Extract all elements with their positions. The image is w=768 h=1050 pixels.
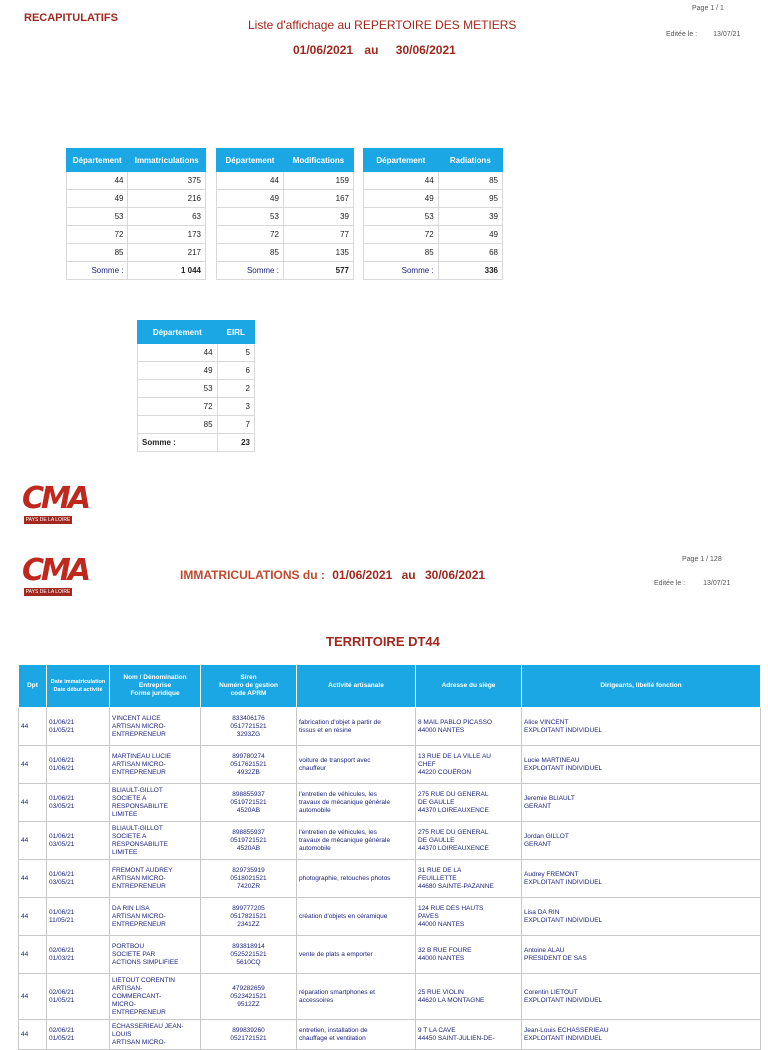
- page-value: 1 / 1: [710, 5, 724, 12]
- siren-cell: 893818914 0525221521 5610CQ: [201, 936, 297, 974]
- activity-cell: entretien, installation de chauffage et ventilation: [297, 1020, 416, 1050]
- activity-cell: l'entretien de véhicules, les travaux de mécanique générale automobile: [297, 784, 416, 822]
- modifications-table: [216, 148, 354, 280]
- sum-label: Somme :: [138, 434, 218, 452]
- cell: 159: [283, 172, 353, 190]
- logo-text: CMA: [22, 481, 89, 516]
- activity-cell: réparation smartphones et accessoires: [297, 974, 416, 1020]
- cell: 2: [217, 380, 254, 398]
- manager-cell: Audrey FREMONT EXPLOITANT INDIVIDUEL: [522, 860, 761, 898]
- col-header: Immatriculations: [128, 149, 206, 172]
- date-range: [293, 43, 456, 57]
- date-cell: 01/06/21 01/05/21: [47, 708, 110, 746]
- cell: 72: [67, 226, 128, 244]
- dept-cell: 44: [19, 708, 47, 746]
- activity-cell: fabrication d'objet à partir de tissus et en résine: [297, 708, 416, 746]
- page-number: [692, 5, 724, 12]
- table-row: [217, 208, 354, 226]
- cell: 85: [438, 172, 502, 190]
- edited-value: 13/07/21: [713, 31, 741, 38]
- address-cell: 9 T LA CAVE 44450 SAINT-JULIEN-DE-: [416, 1020, 522, 1050]
- date-to: 30/06/2021: [395, 43, 456, 57]
- immatriculations-list-table: [18, 664, 761, 1050]
- table-row: [67, 208, 206, 226]
- page-value: 1 / 128: [700, 556, 722, 563]
- siren-cell: 833406176 0517721521 3293ZG: [201, 708, 297, 746]
- col-header: Siren Numéro de gestion code APRM: [201, 665, 297, 708]
- dept-cell: 44: [19, 746, 47, 784]
- dept-cell: 44: [19, 822, 47, 860]
- siren-cell: 899839260 0521721521: [201, 1020, 297, 1050]
- cell: 53: [364, 208, 439, 226]
- page-title: Liste d'affichage au REPERTOIRE DES METIERS: [248, 18, 517, 32]
- cell: 44: [67, 172, 128, 190]
- table-row: [19, 936, 761, 974]
- table-body: [19, 708, 761, 1050]
- col-header: Date immatriculation Date début activité: [47, 665, 110, 708]
- sum-value: 1 044: [128, 262, 206, 280]
- col-header: Adresse du siège: [416, 665, 522, 708]
- table-header-row: [19, 665, 761, 708]
- address-cell: 275 RUE DU GENERAL DE GAULLE 44370 LOIREAUXENCE: [416, 822, 522, 860]
- company-cell: ECHASSERIEAU JEAN- LOUIS ARTISAN MICRO-: [110, 1020, 201, 1050]
- table-row: [19, 1020, 761, 1050]
- sum-row: [138, 434, 255, 452]
- manager-cell: Corentin LIETOUT EXPLOITANT INDIVIDUEL: [522, 974, 761, 1020]
- siren-cell: 899777205 0517821521 2341ZZ: [201, 898, 297, 936]
- manager-cell: Lucie MARTINEAU EXPLOITANT INDIVIDUEL: [522, 746, 761, 784]
- manager-cell: Jordan GILLOT GERANT: [522, 822, 761, 860]
- section-title: IMMATRICULATIONS du :: [180, 568, 325, 582]
- table-row: [138, 362, 255, 380]
- table-row: [217, 172, 354, 190]
- date-cell: 02/06/21 01/05/21: [47, 1020, 110, 1050]
- dept-cell: 44: [19, 784, 47, 822]
- address-cell: 25 RUE VIOLIN 44620 LA MONTAGNE: [416, 974, 522, 1020]
- table-row: [19, 974, 761, 1020]
- table-row: [138, 344, 255, 362]
- logo-tagline: PAYS DE LA LOIRE: [25, 589, 71, 595]
- cell: 173: [128, 226, 206, 244]
- table-row: [364, 172, 503, 190]
- table-row: [217, 226, 354, 244]
- cell: 49: [364, 190, 439, 208]
- date-cell: 02/06/21 01/05/21: [47, 974, 110, 1020]
- cell: 53: [67, 208, 128, 226]
- cell: 167: [283, 190, 353, 208]
- table-row: [138, 380, 255, 398]
- table-row: [19, 860, 761, 898]
- col-header: Département: [364, 149, 439, 172]
- col-header: Activité artisanale: [297, 665, 416, 708]
- cell: 39: [438, 208, 502, 226]
- dept-cell: 44: [19, 898, 47, 936]
- cell: 95: [438, 190, 502, 208]
- cell: 216: [128, 190, 206, 208]
- date-from: 01/06/2021: [332, 568, 393, 582]
- cell: 5: [217, 344, 254, 362]
- immatriculations-table: [66, 148, 206, 280]
- sum-value: 23: [217, 434, 254, 452]
- address-cell: 275 RUE DU GENERAL DE GAULLE 44370 LOIREAUXENCE: [416, 784, 522, 822]
- company-cell: FREMONT AUDREY ARTISAN MICRO- ENTREPRENEUR: [110, 860, 201, 898]
- sum-label: Somme :: [364, 262, 439, 280]
- cell: 44: [217, 172, 284, 190]
- activity-cell: vente de plats a emporter: [297, 936, 416, 974]
- address-cell: 8 MAIL PABLO PICASSO 44000 NANTES: [416, 708, 522, 746]
- col-header: Dirigeants, libellé fonction: [522, 665, 761, 708]
- table-row: [67, 226, 206, 244]
- manager-cell: Jean-Louis ECHASSERIEAU EXPLOITANT INDIVIDUEL: [522, 1020, 761, 1050]
- table-row: [19, 708, 761, 746]
- activity-cell: voiture de transport avec chauffeur: [297, 746, 416, 784]
- sum-value: 577: [283, 262, 353, 280]
- company-cell: DA RIN LISA ARTISAN MICRO- ENTREPRENEUR: [110, 898, 201, 936]
- table-row: [67, 244, 206, 262]
- dept-cell: 44: [19, 936, 47, 974]
- cell: 3: [217, 398, 254, 416]
- cell: 49: [67, 190, 128, 208]
- cell: 6: [217, 362, 254, 380]
- logo-tagline: PAYS DE LA LOIRE: [25, 517, 71, 523]
- company-cell: LIETOUT CORENTIN ARTISAN- COMMERCANT- MICRO- ENTREPRENEUR: [110, 974, 201, 1020]
- activity-cell: l'entretien de véhicules, les travaux de mécanique générale automobile: [297, 822, 416, 860]
- page-label: Page: [682, 556, 699, 563]
- sum-row: [217, 262, 354, 280]
- col-header: Modifications: [283, 149, 353, 172]
- dept-cell: 44: [19, 1020, 47, 1050]
- edited-value: 13/07/21: [703, 580, 731, 587]
- page-number: [682, 556, 722, 563]
- cell: 85: [217, 244, 284, 262]
- manager-cell: Antoine ALAU PRESIDENT DE SAS: [522, 936, 761, 974]
- siren-cell: 898855937 0519721521 4520AB: [201, 784, 297, 822]
- siren-cell: 898855937 0519721521 4520AB: [201, 822, 297, 860]
- date-sep: au: [364, 43, 379, 57]
- activity-cell: photographie, retouches photos: [297, 860, 416, 898]
- cell: 49: [138, 362, 218, 380]
- territoire-title: TERRITOIRE DT44: [326, 634, 440, 649]
- table-row: [19, 784, 761, 822]
- cell: 135: [283, 244, 353, 262]
- address-cell: 13 RUE DE LA VILLE AU CHEF 44220 COUËRON: [416, 746, 522, 784]
- date-to: 30/06/2021: [424, 568, 486, 582]
- sum-value: 336: [438, 262, 502, 280]
- table-row: [217, 244, 354, 262]
- company-cell: MARTINEAU LUCIE ARTISAN MICRO- ENTREPRENEUR: [110, 746, 201, 784]
- date-cell: 01/06/21 01/06/21: [47, 746, 110, 784]
- dept-cell: 44: [19, 860, 47, 898]
- col-header: Radiations: [438, 149, 502, 172]
- cell: 7: [217, 416, 254, 434]
- edited-date: [654, 580, 730, 587]
- cell: 44: [138, 344, 218, 362]
- edited-label: Editée le :: [654, 580, 686, 587]
- cell: 72: [138, 398, 218, 416]
- table-row: [364, 190, 503, 208]
- manager-cell: Alice VINCENT EXPLOITANT INDIVIDUEL: [522, 708, 761, 746]
- company-cell: PORTBOU SOCIETE PAR ACTIONS SIMPLIFIEE: [110, 936, 201, 974]
- col-header: Dpt: [19, 665, 47, 708]
- address-cell: 31 RUE DE LA FEUILLETTE 44680 SAINTE-PAZANNE: [416, 860, 522, 898]
- logo-text: CMA: [22, 553, 89, 588]
- cell: 85: [138, 416, 218, 434]
- sum-row: [67, 262, 206, 280]
- cell: 217: [128, 244, 206, 262]
- company-cell: BLIAULT-GILLOT SOCIETE A RESPONSABILITE LIMITEE: [110, 822, 201, 860]
- col-header: Nom / Dénomination Entreprise Forme juridique: [110, 665, 201, 708]
- table-row: [217, 190, 354, 208]
- siren-cell: 899780274 0517621521 4932ZB: [201, 746, 297, 784]
- siren-cell: 829735919 0518021521 7420ZR: [201, 860, 297, 898]
- table-row: [19, 746, 761, 784]
- cell: 53: [217, 208, 284, 226]
- table-row: [138, 398, 255, 416]
- table-row: [19, 822, 761, 860]
- table-row: [19, 898, 761, 936]
- company-cell: VINCENT ALICE ARTISAN MICRO- ENTREPRENEUR: [110, 708, 201, 746]
- table-row: [138, 416, 255, 434]
- date-cell: 01/06/21 03/05/21: [47, 784, 110, 822]
- recap-title: RECAPITULATIFS: [24, 12, 118, 24]
- cell: 375: [128, 172, 206, 190]
- activity-cell: création d'objets en céramique: [297, 898, 416, 936]
- manager-cell: Lisa DA RIN EXPLOITANT INDIVIDUEL: [522, 898, 761, 936]
- col-header: Département: [217, 149, 284, 172]
- page-label: Page: [692, 5, 709, 12]
- col-header: EIRL: [217, 321, 254, 344]
- sum-label: Somme :: [217, 262, 284, 280]
- date-cell: 02/06/21 01/03/21: [47, 936, 110, 974]
- cell: 44: [364, 172, 439, 190]
- address-cell: 124 RUE DES HAUTS PAVES 44000 NANTES: [416, 898, 522, 936]
- table-row: [67, 172, 206, 190]
- table-row: [67, 190, 206, 208]
- cell: 68: [438, 244, 502, 262]
- cell: 77: [283, 226, 353, 244]
- cell: 49: [217, 190, 284, 208]
- cma-logo: [22, 482, 88, 532]
- date-from: 01/06/2021: [293, 43, 354, 57]
- address-cell: 32 B RUE FOURE 44000 NANTES: [416, 936, 522, 974]
- cell: 72: [217, 226, 284, 244]
- table-row: [364, 208, 503, 226]
- eirl-table: [137, 320, 255, 452]
- cell: 72: [364, 226, 439, 244]
- cell: 53: [138, 380, 218, 398]
- col-header: Département: [67, 149, 128, 172]
- table-row: [364, 226, 503, 244]
- date-cell: 01/06/21 11/05/21: [47, 898, 110, 936]
- company-cell: BLIAULT-GILLOT SOCIETE A RESPONSABILITE LIMITEE: [110, 784, 201, 822]
- table-row: [364, 244, 503, 262]
- edited-label: Editée le :: [666, 31, 698, 38]
- cell: 85: [67, 244, 128, 262]
- cma-logo: [22, 554, 88, 604]
- cell: 85: [364, 244, 439, 262]
- col-header: Département: [138, 321, 218, 344]
- cell: 49: [438, 226, 502, 244]
- cell: 39: [283, 208, 353, 226]
- sum-label: Somme :: [67, 262, 128, 280]
- dept-cell: 44: [19, 974, 47, 1020]
- date-cell: 01/06/21 03/05/21: [47, 860, 110, 898]
- radiations-table: [363, 148, 503, 280]
- manager-cell: Jeremie BLIAULT GERANT: [522, 784, 761, 822]
- date-cell: 01/06/21 03/05/21: [47, 822, 110, 860]
- immatriculations-title: [180, 568, 485, 582]
- siren-cell: 479282659 0523421521 9512ZZ: [201, 974, 297, 1020]
- sum-row: [364, 262, 503, 280]
- date-sep: au: [401, 568, 416, 582]
- edited-date: [666, 31, 740, 38]
- cell: 63: [128, 208, 206, 226]
